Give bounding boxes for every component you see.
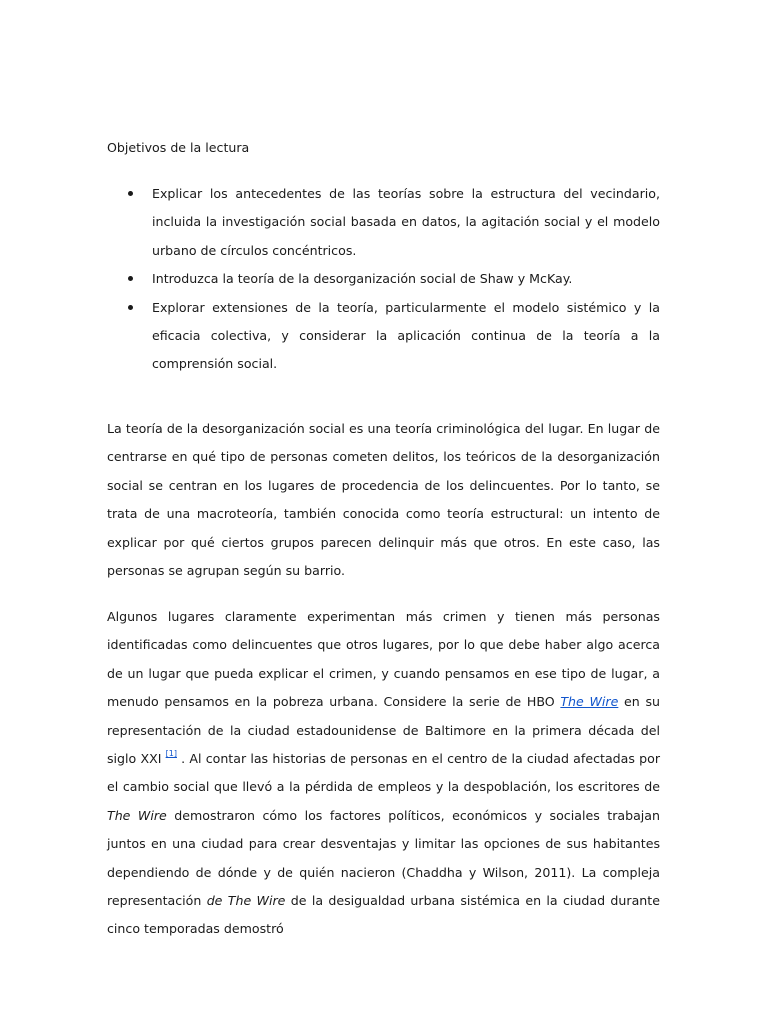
objective-text: Explorar extensiones de la teoría, particularmente el modelo sistémico y la eficacia colectiva, y considerar la aplicación continua de la teoría a la comprensión social. [152, 299, 660, 372]
bullet-icon [128, 305, 133, 310]
footnote-link[interactable]: [1] [165, 749, 177, 759]
paragraph-intro: La teoría de la desorganización social es una teoría criminológica del lugar. En lugar de centrarse en qué tipo de personas cometen delitos, los teóricos de la desorganización social se centran en los lugares de procedencia de los delincuentes. Por lo tanto, se trata de una macroteoría, también conocida como teoría estructural: un intento de explicar por qué ciertos grupos parecen delinquir más que otros. En este caso, las personas se agrupan según su barrio. [107, 421, 660, 579]
paragraph-text: en su representación de la ciudad estadounidense de Baltimore en la primera década del siglo XXI [107, 694, 660, 767]
objective-text: Explicar los antecedentes de las teorías sobre la estructura del vecindario, incluida la investigación social basada en datos, la agitación social y el modelo urbano de círculos concéntricos. [152, 186, 660, 258]
paragraph-text: de la desigualdad urbana sistémica en la ciudad durante cinco temporadas demostró [107, 893, 660, 937]
the-wire-link[interactable]: The Wire [560, 694, 619, 710]
section-heading: Objetivos de la lectura [107, 140, 250, 155]
bullet-icon [128, 191, 133, 196]
list-item [107, 180, 660, 265]
italic-title: The Wire [107, 807, 167, 823]
paragraph-text: . Al contar las historias de personas en el centro de la ciudad afectadas por el cambio social que llevó a la pérdida de empleos y la despoblación, los escritores de [107, 751, 661, 795]
bullet-icon [128, 276, 133, 281]
italic-title: de The Wire [206, 893, 286, 909]
paragraph-the-wire [107, 603, 660, 944]
paragraph-text: Algunos lugares claramente experimentan más crimen y tienen más personas identificadas como delincuentes que otros lugares, por lo que debe haber algo acerca de un lugar que pueda explicar el crimen, y cuando pensamos en ese tipo de lugar, a menudo pensamos en la pobreza urbana. Considere la serie de HBO [107, 609, 660, 710]
paragraph-text: demostraron cómo los factores políticos, económicos y sociales trabajan juntos en una ciudad para crear desventajas y limitar las opciones de sus habitantes dependiendo de dónde y de quién nacieron (Chaddha y Wilson, 2011). La compleja representación [107, 807, 660, 909]
list-item [107, 294, 660, 379]
objective-text: Introduzca la teoría de la desorganización social de Shaw y McKay. [152, 271, 573, 287]
list-item [107, 265, 660, 293]
objectives-list [107, 180, 660, 379]
